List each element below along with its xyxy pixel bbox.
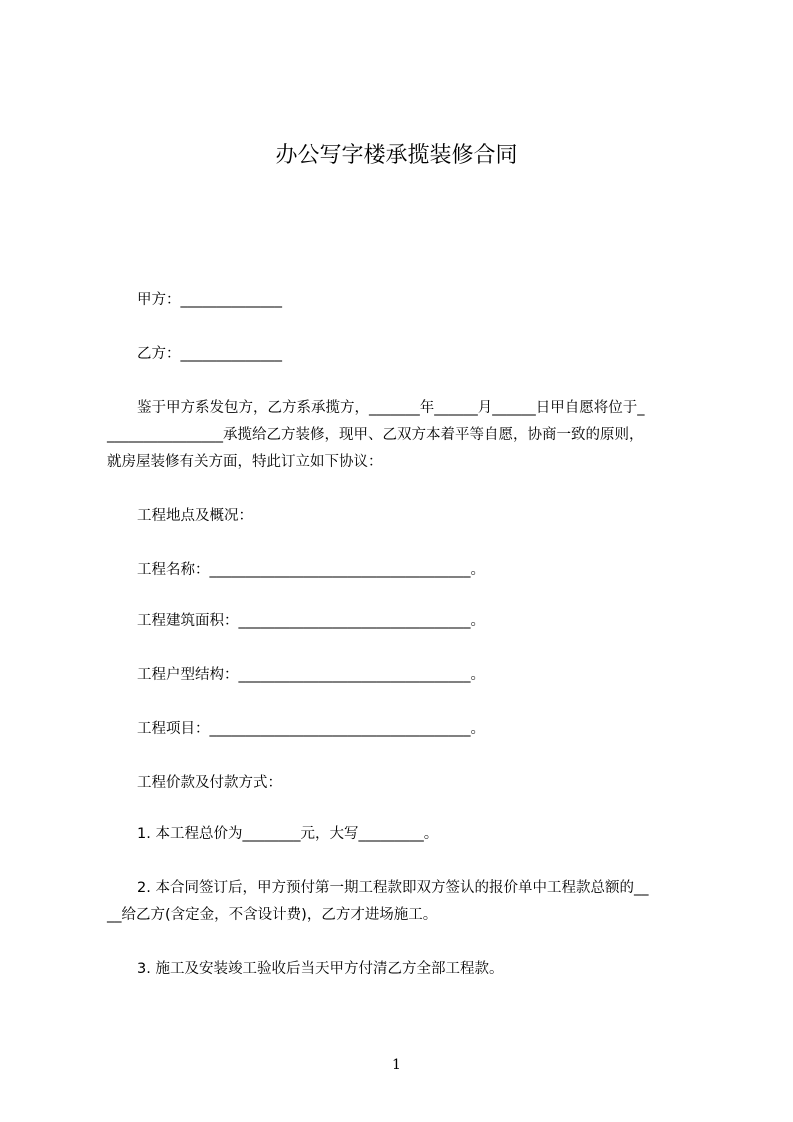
payment-clause-3: 3. 施工及安装竣工验收后当天甲方付清乙方全部工程款。 xyxy=(137,961,504,977)
payment-clause-1: 1. 本工程总价为________元，大写_________。 xyxy=(137,826,439,842)
unit-structure-line: 工程户型结构：________________________________。 xyxy=(137,667,485,683)
building-area-line: 工程建筑面积：________________________________。 xyxy=(137,613,485,629)
project-name-line: 工程名称：____________________________________。 xyxy=(137,562,485,578)
document-title: 办公写字楼承揽装修合同 xyxy=(275,143,518,168)
project-items-line: 工程项目：____________________________________。 xyxy=(137,721,485,737)
section-location-heading: 工程地点及概况： xyxy=(137,508,253,524)
page-number: 1 xyxy=(392,1057,401,1073)
preamble-line-3: 就房屋装修有关方面，特此订立如下协议： xyxy=(107,454,383,470)
payment-clause-2-line-1: 2. 本合同签订后，甲方预付第一期工程款即双方签认的报价单中工程款总额的__ xyxy=(137,880,649,896)
party-a-line: 甲方：______________ xyxy=(137,292,282,308)
preamble-line-1: 鉴于甲方系发包方，乙方系承揽方，_______年______月______日甲自愿将位于_ xyxy=(137,400,645,416)
payment-clause-2-line-2: __给乙方(含定金，不含设计费)，乙方才进场施工。 xyxy=(107,907,438,923)
preamble-line-2: ________________承揽给乙方装修，现甲、乙双方本着平等自愿，协商一致的原则， xyxy=(107,427,644,443)
section-payment-heading: 工程价款及付款方式： xyxy=(137,775,282,791)
party-b-line: 乙方：______________ xyxy=(137,346,282,362)
